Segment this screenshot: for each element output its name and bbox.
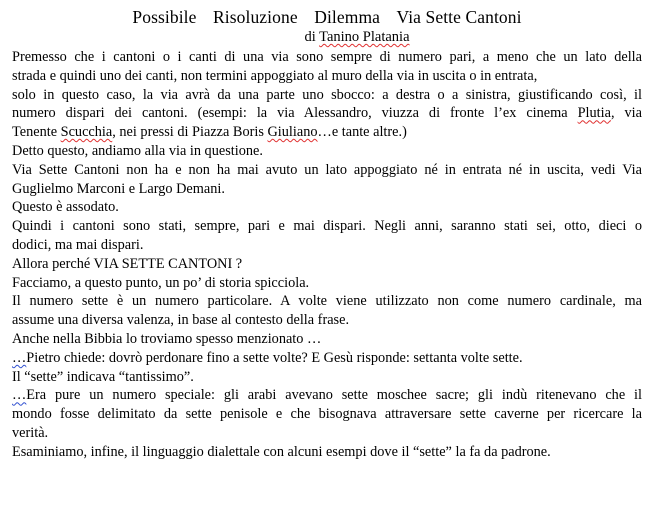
document-body xyxy=(12,48,642,462)
body-line: Guglielmo Marconi e Largo Demani. xyxy=(12,180,225,197)
body-line: Il numero sette è un numero particolare. A volte viene utilizzato non come numero cardinale, ma xyxy=(12,293,642,310)
text-span: Tenente xyxy=(12,124,61,141)
body-line xyxy=(12,104,642,123)
byline-author: Tanino Platania xyxy=(319,29,410,45)
document-title xyxy=(12,6,642,28)
body-line: Il “sette” indicava “tantissimo”. xyxy=(12,368,194,385)
text-span: …e tante altre.) xyxy=(317,124,407,141)
text-span: , via xyxy=(610,105,643,122)
misspelled-word: Plutia xyxy=(577,105,611,122)
title-word: Via Sette Cantoni xyxy=(396,7,522,27)
body-line xyxy=(12,123,642,142)
title-word: Dilemma xyxy=(314,7,381,27)
misspelled-word: Scucchia xyxy=(60,124,113,141)
ellipsis-mark: … xyxy=(12,349,27,366)
byline-prefix: di xyxy=(304,29,320,45)
body-line: Premesso che i cantoni o i canti di una via sono sempre di numero pari, a meno che un lato della xyxy=(12,49,642,65)
document-byline xyxy=(72,28,642,47)
body-line: dodici, ma mai dispari. xyxy=(12,236,144,253)
text-span: Era pure un numero speciale: gli arabi avevano sette moschee sacre; gli indù ritenevano che il xyxy=(26,387,642,404)
body-line: Quindi i cantoni sono stati, sempre, pari e mai dispari. Negli anni, saranno stati sei, otto, dieci o xyxy=(12,218,642,235)
text-span: , nei pressi di Piazza Boris xyxy=(112,124,268,141)
body-line: verità. xyxy=(12,424,49,441)
body-line: Allora perché VIA SETTE CANTONI ? xyxy=(12,255,243,272)
body-line: Detto questo, andiamo alla via in questione. xyxy=(12,142,263,159)
misspelled-word: Giuliano xyxy=(267,124,318,141)
ellipsis-mark: … xyxy=(12,387,27,404)
title-word: Risoluzione xyxy=(213,7,298,27)
body-line: mondo fosse delimitato da sette penisole e che bisognava attraversare sette caverne per ricercare la xyxy=(12,406,642,423)
text-span: numero dispari dei cantoni. (esempi: la via Alessandro, viuzza di fronte l’ex cinema xyxy=(12,105,578,122)
text-span: Pietro chiede: dovrò perdonare fino a sette volte? E Gesù risponde: settanta volte sette. xyxy=(26,349,523,366)
body-line: Via Sette Cantoni non ha e non ha mai avuto un lato appoggiato né in entrata né in uscita, vedi Via xyxy=(12,161,642,178)
body-line: solo in questo caso, la via avrà da una parte uno sbocco: a destra o a sinistra, giustificando così, il xyxy=(12,86,642,103)
body-line xyxy=(12,349,642,368)
title-word: Possibile xyxy=(132,7,197,27)
body-line: Esaminiamo, infine, il linguaggio dialettale con alcuni esempi dove il “sette” la fa da padrone. xyxy=(12,443,551,460)
body-line: assume una diversa valenza, in base al contesto della frase. xyxy=(12,312,350,329)
body-line: Questo è assodato. xyxy=(12,199,119,216)
body-line: Facciamo, a questo punto, un po’ di storia spicciola. xyxy=(12,274,310,291)
body-line: strada e quindi uno dei canti, non termini appoggiato al muro della via in uscita o in entrata, xyxy=(12,67,538,84)
body-line xyxy=(12,386,642,405)
body-line: Anche nella Bibbia lo troviamo spesso menzionato … xyxy=(12,330,322,347)
